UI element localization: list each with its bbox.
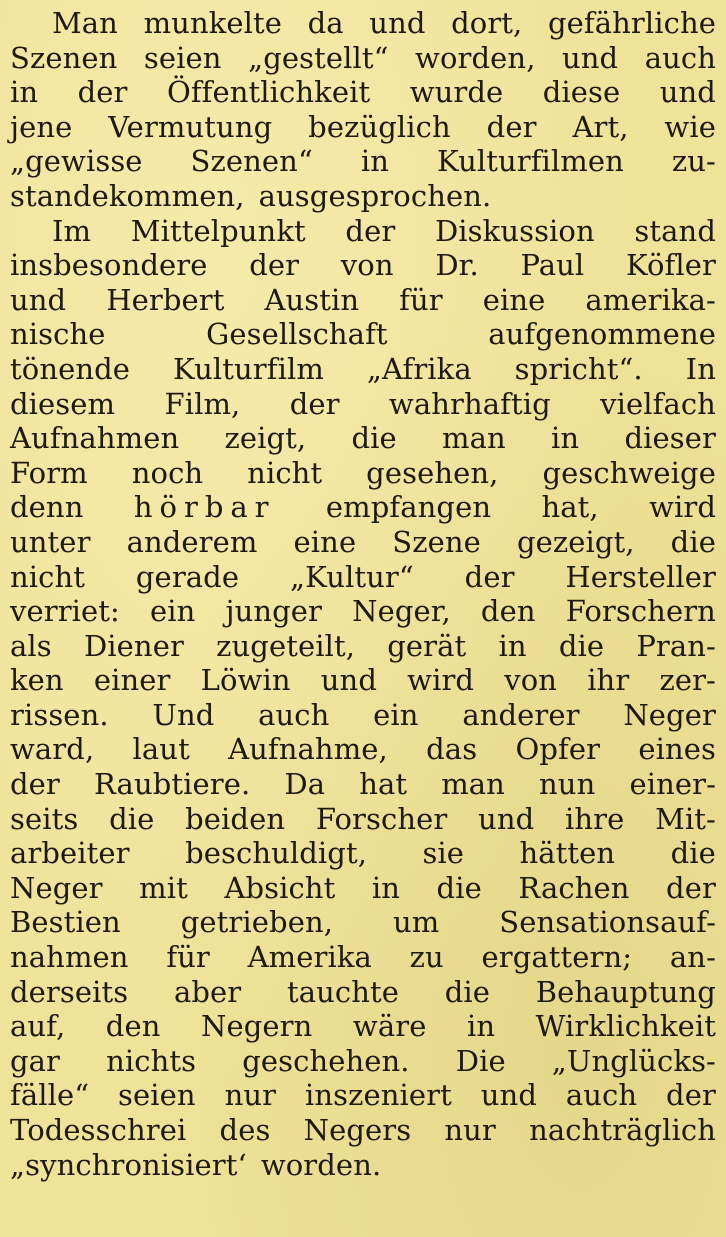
- word: der: [345, 213, 396, 248]
- word: hat: [359, 767, 408, 802]
- text-line: [10, 560, 716, 595]
- word: Szenen“: [190, 144, 313, 179]
- word: Raubtiere.: [93, 767, 251, 802]
- text-line: [10, 698, 716, 733]
- word: nur: [224, 1078, 277, 1113]
- word: ken: [10, 663, 64, 698]
- word: inszeniert: [305, 1078, 452, 1113]
- word: und: [659, 75, 716, 110]
- word: die: [670, 836, 716, 871]
- word: in: [371, 870, 401, 905]
- text-line: [10, 629, 716, 664]
- word: beschuldigt,: [185, 836, 368, 871]
- word: nun: [539, 767, 596, 802]
- word: nachträglich: [529, 1113, 716, 1147]
- word: und: [480, 1078, 537, 1113]
- word: hätten: [519, 836, 616, 871]
- word: unter: [10, 524, 91, 559]
- word: Mit-: [655, 801, 716, 836]
- text-line: [10, 387, 716, 422]
- word: auch: [565, 1078, 638, 1113]
- word: denn: [10, 490, 84, 525]
- word: seien: [118, 1078, 196, 1113]
- word: Forscher: [315, 801, 448, 836]
- word: junger: [225, 594, 323, 629]
- word: in: [466, 1009, 496, 1044]
- word: des: [219, 1113, 271, 1147]
- word: Mittelpunkt: [130, 213, 306, 248]
- word: sie: [422, 836, 465, 871]
- word: dort,: [451, 6, 523, 40]
- word: da: [307, 6, 344, 40]
- word: als: [10, 628, 52, 663]
- word: diese: [542, 75, 621, 110]
- word: ein: [373, 697, 419, 732]
- word: hörbar: [133, 490, 276, 525]
- word: tauchte: [286, 974, 399, 1009]
- word: Öffentlichkeit: [166, 75, 371, 110]
- word: worden,: [415, 40, 536, 75]
- word: „Afrika: [366, 351, 472, 386]
- word: Negers: [303, 1113, 412, 1147]
- word: Aufnahme,: [228, 732, 388, 767]
- word: ihre: [564, 801, 625, 836]
- word: Austin: [264, 282, 360, 317]
- word: der: [289, 386, 340, 421]
- word: nicht: [247, 455, 323, 490]
- word: die: [670, 524, 716, 559]
- word: wird: [649, 490, 716, 525]
- word: ein: [150, 594, 196, 629]
- word: die: [351, 421, 397, 456]
- text-line: [10, 525, 716, 560]
- word: und: [320, 663, 377, 698]
- word: Die: [455, 1043, 506, 1078]
- word: Szenen: [10, 40, 118, 75]
- text-line: [10, 317, 716, 352]
- word: empfangen: [325, 490, 492, 525]
- word: die: [444, 974, 491, 1009]
- word: zer-: [659, 663, 716, 698]
- word: Löwin: [200, 663, 291, 698]
- text-line: [10, 6, 716, 41]
- word: fälle“: [10, 1078, 90, 1113]
- word: Wirklichkeit: [535, 1009, 716, 1044]
- word: der: [486, 109, 537, 144]
- text-line: [10, 179, 716, 214]
- word: jene: [10, 109, 73, 144]
- text-line: [10, 421, 716, 456]
- word: aufgenommene: [488, 317, 716, 352]
- text-line: [10, 767, 716, 802]
- word: Neger: [623, 697, 716, 732]
- word: auf,: [10, 1009, 66, 1044]
- text-line: [10, 594, 716, 629]
- word: getrieben,: [180, 905, 334, 940]
- word: von: [504, 663, 558, 698]
- word: die: [558, 628, 605, 663]
- text-line: [10, 975, 716, 1010]
- text-line: [10, 41, 716, 76]
- word: gerade: [135, 559, 240, 594]
- word: eine: [482, 282, 546, 317]
- word: wahrhaftig: [388, 386, 551, 421]
- word: man: [442, 421, 506, 456]
- word: tönende: [10, 351, 131, 386]
- word: Kulturfilm: [172, 351, 324, 386]
- word: Szene: [392, 524, 481, 559]
- word: an-: [669, 940, 716, 975]
- word: um: [392, 905, 440, 940]
- text-line: [10, 283, 716, 318]
- word: Dr.: [435, 248, 479, 283]
- word: Im: [52, 213, 92, 248]
- word: zu-: [671, 144, 716, 179]
- text-line: [10, 75, 716, 110]
- word: nicht: [10, 559, 86, 594]
- text-line: [10, 248, 716, 283]
- word: wie: [664, 109, 716, 144]
- text-line: [10, 732, 716, 767]
- word: in: [551, 421, 580, 456]
- word: „gewisse: [10, 144, 143, 179]
- word: anderer: [462, 697, 580, 732]
- word: eines: [638, 732, 716, 767]
- word: Opfer: [515, 732, 601, 767]
- word: den: [480, 594, 536, 629]
- word: amerika-: [585, 282, 716, 317]
- text-line: [10, 871, 716, 906]
- word: wurde: [409, 75, 504, 110]
- word: hat,: [541, 490, 599, 525]
- word: einer-: [629, 767, 716, 802]
- word: worden.: [260, 1147, 382, 1182]
- word: Neger: [10, 870, 103, 905]
- word: „Unglücks-: [551, 1043, 716, 1078]
- text-line: [10, 940, 716, 975]
- word: Negern: [201, 1009, 313, 1044]
- text-line: [10, 905, 716, 940]
- word: nichts: [106, 1043, 197, 1078]
- word: laut: [132, 732, 190, 767]
- text-line: [10, 352, 716, 387]
- word: Kulturfilmen: [436, 144, 624, 179]
- word: Art,: [572, 109, 629, 144]
- text-line: [10, 1148, 716, 1183]
- word: Gesellschaft: [206, 317, 388, 352]
- word: gefährliche: [547, 6, 716, 40]
- word: der: [10, 767, 60, 802]
- word: diesem: [10, 386, 116, 421]
- word: „synchronisiert‘: [10, 1147, 247, 1182]
- word: wird: [407, 663, 475, 698]
- word: derseits: [10, 974, 129, 1009]
- word: die: [436, 870, 482, 905]
- word: nahmen: [10, 940, 129, 975]
- text-line: [10, 456, 716, 491]
- word: arbeiter: [10, 836, 130, 871]
- text-line: [10, 1044, 716, 1079]
- word: nur: [444, 1113, 496, 1147]
- word: Film,: [164, 386, 241, 421]
- word: aber: [173, 974, 242, 1009]
- word: von: [340, 248, 394, 283]
- word: eine: [293, 524, 357, 559]
- word: den: [105, 1009, 161, 1044]
- text-line: [10, 836, 716, 871]
- word: zeigt,: [224, 421, 307, 456]
- word: ergattern;: [481, 940, 633, 975]
- word: geschweige: [542, 455, 716, 490]
- word: Todesschrei: [10, 1113, 187, 1147]
- word: mit: [139, 870, 188, 905]
- word: nische: [10, 317, 106, 352]
- word: Da: [284, 767, 326, 802]
- word: der: [666, 1078, 716, 1113]
- word: Neger,: [352, 594, 451, 629]
- word: ward,: [10, 732, 95, 767]
- word: „Kultur“: [289, 559, 414, 594]
- word: das: [426, 732, 478, 767]
- word: wäre: [352, 1009, 427, 1044]
- word: standekommen,: [10, 178, 245, 213]
- text-line: [10, 1009, 716, 1044]
- word: anderem: [126, 524, 258, 559]
- word: Rachen: [518, 870, 630, 905]
- word: gar: [10, 1043, 61, 1078]
- word: insbesondere: [10, 248, 208, 283]
- word: Forschern: [565, 594, 716, 629]
- text-line: [10, 214, 716, 249]
- word: seits: [10, 801, 79, 836]
- word: der: [249, 248, 300, 283]
- word: und: [369, 6, 426, 40]
- word: gerät: [387, 628, 467, 663]
- word: zu: [409, 940, 444, 975]
- word: Köfler: [626, 248, 716, 283]
- word: Paul: [520, 248, 585, 283]
- word: Herbert: [106, 282, 225, 317]
- word: auch: [644, 40, 716, 75]
- word: ihr: [587, 663, 630, 698]
- article-body: [10, 6, 716, 1182]
- text-line: [10, 1078, 716, 1113]
- word: vielfach: [600, 386, 716, 421]
- text-line: [10, 1113, 716, 1148]
- word: beiden: [185, 801, 286, 836]
- word: „gestellt“: [248, 40, 389, 75]
- word: zugeteilt,: [216, 628, 356, 663]
- word: rissen.: [10, 697, 109, 732]
- word: ausgesprochen.: [258, 178, 492, 213]
- text-line: [10, 110, 716, 145]
- word: Absicht: [224, 870, 336, 905]
- word: in: [10, 75, 39, 110]
- word: und: [562, 40, 619, 75]
- word: auch: [258, 697, 330, 732]
- word: in: [498, 628, 527, 663]
- word: Man: [52, 6, 118, 40]
- word: für: [166, 940, 210, 975]
- word: bezüglich: [308, 109, 451, 144]
- word: gezeigt,: [516, 524, 635, 559]
- word: Form: [10, 455, 88, 490]
- word: und: [10, 282, 67, 317]
- word: Diskussion: [434, 213, 595, 248]
- word: Sensationsauf-: [499, 905, 716, 940]
- word: seien: [143, 40, 222, 75]
- word: Pran-: [636, 628, 716, 663]
- word: und: [478, 801, 535, 836]
- word: Hersteller: [565, 559, 716, 594]
- text-line: [10, 663, 716, 698]
- word: munkelte: [143, 6, 283, 40]
- word: man: [441, 767, 505, 802]
- word: Vermutung: [108, 109, 273, 144]
- word: die: [109, 801, 155, 836]
- text-line: [10, 490, 716, 525]
- word: Aufnahmen: [10, 421, 180, 456]
- word: in: [360, 144, 389, 179]
- word: gesehen,: [366, 455, 499, 490]
- word: für: [399, 282, 443, 317]
- word: Und: [152, 697, 215, 732]
- word: Amerika: [247, 940, 372, 975]
- text-line: [10, 144, 716, 179]
- word: In: [685, 351, 716, 386]
- word: einer: [93, 663, 171, 698]
- word: Diener: [83, 628, 184, 663]
- text-line: [10, 802, 716, 837]
- word: geschehen.: [242, 1043, 410, 1078]
- word: der: [666, 870, 716, 905]
- word: stand: [634, 213, 716, 248]
- word: spricht“.: [514, 351, 643, 386]
- word: dieser: [624, 421, 716, 456]
- word: Behauptung: [535, 974, 716, 1009]
- word: der: [77, 75, 128, 110]
- word: Bestien: [10, 905, 121, 940]
- word: der: [464, 559, 515, 594]
- word: noch: [131, 455, 204, 490]
- word: verriet:: [10, 594, 120, 629]
